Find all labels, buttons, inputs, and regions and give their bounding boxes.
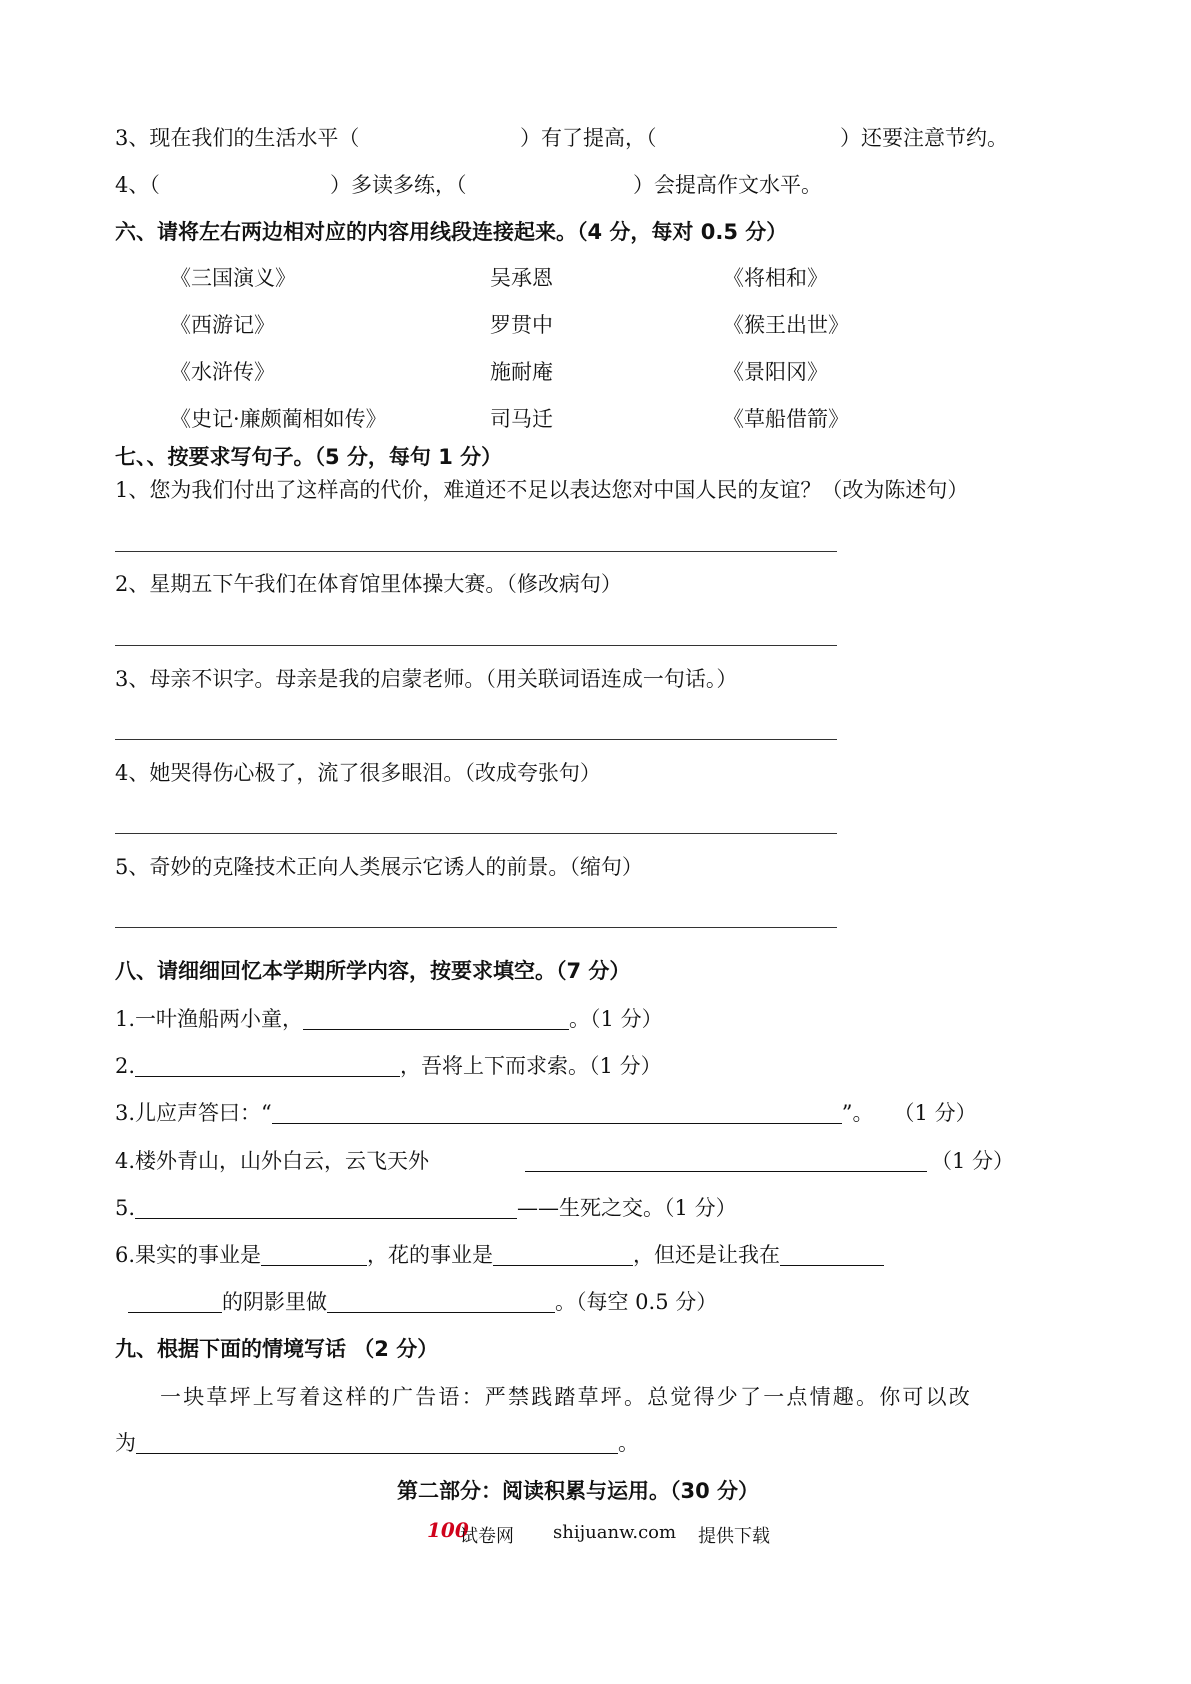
answer-line [115,551,837,552]
answer-blank [327,1292,555,1313]
answer-blank [135,1056,400,1077]
section9-heading: 九、根据下面的情境写话 （2 分） [115,1337,439,1361]
recall-item-3 [115,1099,977,1127]
situation-answer-line [115,1429,639,1457]
answer-line [115,739,837,740]
site-name: 试卷网 [460,1526,514,1547]
author-name: 罗贯中 [490,313,553,337]
rewrite-item-3: 3、母亲不识字。母亲是我的启蒙老师。（用关联词语连成一句话。） [115,667,738,691]
recall-item-6 [115,1241,884,1269]
download-note: 提供下载 [698,1526,770,1547]
answer-blank [128,1292,222,1313]
site-domain: shijuanw.com [553,1522,677,1543]
answer-blank [303,1009,569,1030]
answer-blank [136,1433,618,1454]
answer-blank [272,1103,842,1124]
section7-heading: 七、、按要求写句子。（5 分，每句 1 分） [115,445,503,469]
recall-6-text-b: ，花的事业是 [367,1243,494,1267]
rewrite-item-4: 4、她哭得伤心极了，流了很多眼泪。（改成夸张句） [115,761,601,785]
answer-line [115,927,837,928]
recall-5-tail: ——生死之交。（1 分） [517,1196,737,1220]
book-title: 《三国演义》 [170,266,296,290]
recall-1-tail: 。（1 分） [569,1007,663,1031]
section6-heading: 六、请将左右两边相对应的内容用线段连接起来。（4 分，每对 0.5 分） [115,220,788,244]
recall-3-tail: ”。 [841,1101,874,1125]
book-title: 《西游记》 [170,313,275,337]
recall-item-5 [115,1194,737,1222]
recall-3-text: 3.儿应声答曰：“ [115,1101,272,1125]
recall-3-points: （1 分） [893,1101,977,1125]
recall-6-text-d: 的阴影里做 [222,1290,327,1314]
story-title: 《草船借箭》 [723,407,849,431]
story-title: 《猴王出世》 [723,313,849,337]
author-name: 施耐庵 [490,360,553,384]
situation-answer-prefix: 为 [115,1431,136,1455]
fill-in-4-text-a: 4、（ [115,173,160,197]
recall-6-text-a: 6.果实的事业是 [115,1243,262,1267]
fill-in-3-text-b: ）有了提高，（ [520,126,657,150]
situation-answer-suffix: 。 [618,1431,639,1455]
recall-item-6-continued [128,1288,717,1316]
answer-blank [780,1245,884,1266]
answer-blank [261,1245,367,1266]
answer-blank [493,1245,633,1266]
book-title: 《水浒传》 [170,360,275,384]
recall-1-text: 1.一叶渔船两小童， [115,1007,304,1031]
answer-blank [135,1198,517,1219]
fill-in-4-text-b: ）多读多练，（ [330,173,467,197]
rewrite-item-1: 1、您为我们付出了这样高的代价，难道还不足以表达您对中国人民的友谊？（改为陈述句） [115,478,969,502]
recall-2-text: 2. [115,1054,136,1078]
recall-4-text: 4.楼外青山，山外白云，云飞天外 [115,1149,430,1173]
answer-line [115,833,837,834]
author-name: 司马迁 [490,407,553,431]
recall-2-tail: ，吾将上下而求索。（1 分） [400,1054,662,1078]
author-name: 吴承恩 [490,266,553,290]
fill-in-3-text-a: 3、现在我们的生活水平（ [115,126,360,150]
site-logo: 100 [427,1518,469,1542]
rewrite-item-5: 5、奇妙的克隆技术正向人类展示它诱人的前景。（缩句） [115,855,643,879]
recall-5-text: 5. [115,1196,136,1220]
part2-heading: 第二部分：阅读积累与运用。（30 分） [397,1479,760,1503]
recall-6-text-e: 。（每空 0.5 分） [555,1290,718,1314]
recall-4-points: （1 分） [931,1149,1015,1173]
recall-6-text-c: ，但还是让我在 [633,1243,781,1267]
story-title: 《景阳冈》 [723,360,828,384]
book-title: 《史记·廉颇蔺相如传》 [170,407,387,431]
section8-heading: 八、请细细回忆本学期所学内容，按要求填空。（7 分） [115,959,631,983]
answer-blank [525,1147,927,1175]
rewrite-item-2: 2、星期五下午我们在体育馆里体操大赛。（修改病句） [115,572,622,596]
story-title: 《将相和》 [723,266,828,290]
situation-prompt: 一块草坪上写着这样的广告语：严禁践踏草坪。总觉得少了一点情趣。你可以改 [160,1385,972,1409]
answer-line [115,645,837,646]
recall-item-1 [115,1005,663,1033]
fill-in-3-text-c: ）还要注意节约。 [840,126,1008,150]
fill-in-4-text-c: ）会提高作文水平。 [633,173,822,197]
recall-item-2 [115,1052,662,1080]
